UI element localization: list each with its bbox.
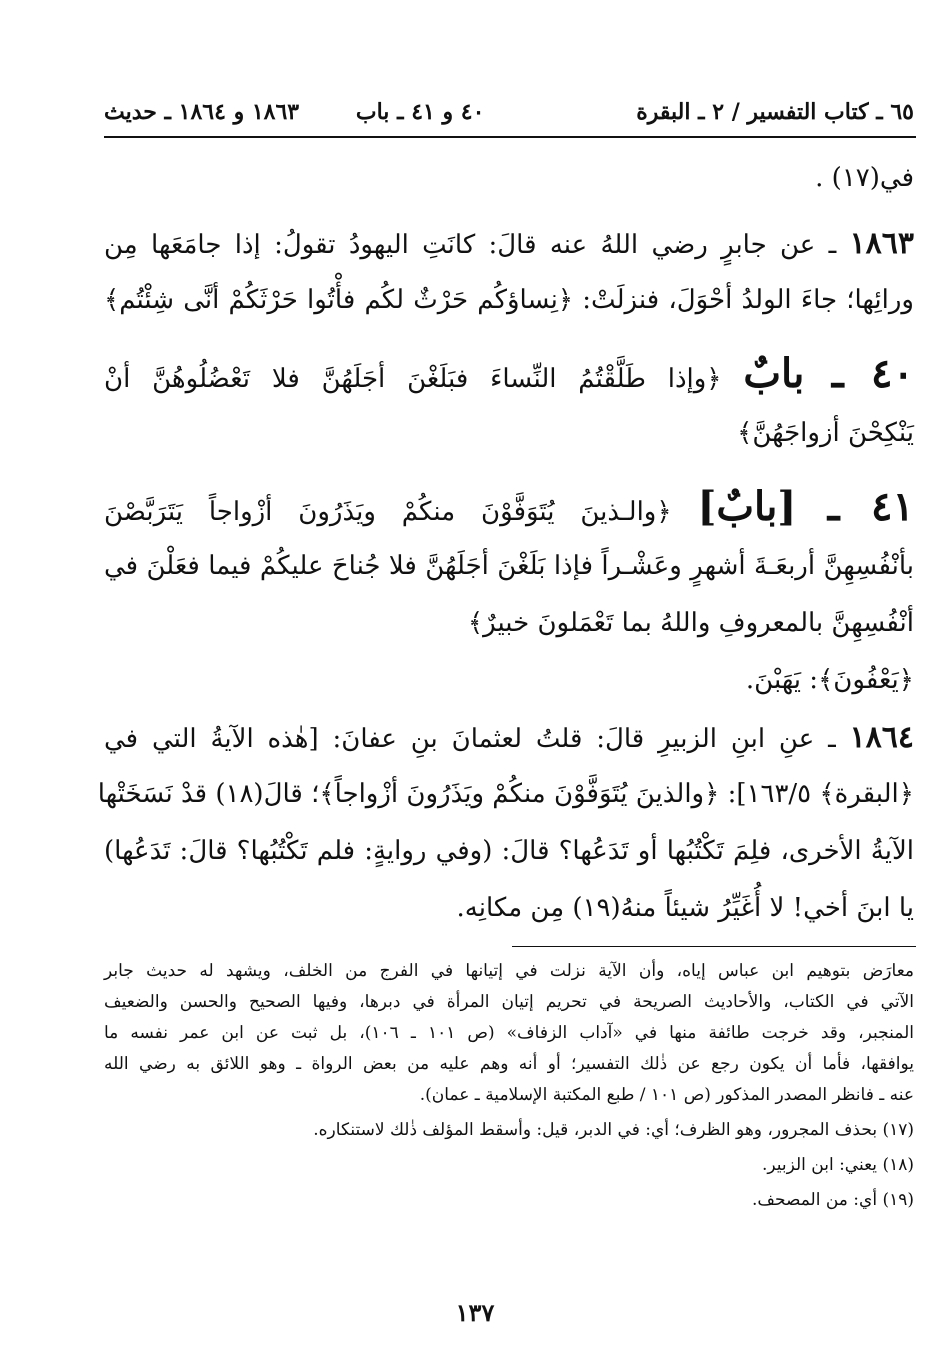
footnote-line: عنه ـ فانظر المصدر المذكور (ص ١٠١ / طبع المكتبة الإسلامية ـ عمان). [419,1085,914,1105]
footnote-divider [512,946,916,947]
text-line: ٤١ ـ [بابٌ] ﴿والـذينَ يُتَوَفَّوْنَ منكُمْ ويَذَرُونَ أزْواجاً يَتَرَبَّصْنَ [104,483,914,530]
text-line: في(١٧) . [815,163,914,193]
footnote-17: (١٧) بحذف المجرور، وهو الظرف؛ أي: في الدبر، قيل: وأسقط المؤلف ذٰلك لاستنكاره. [313,1120,914,1140]
header-book-chapter: ٦٥ ـ كتاب التفسير / ٢ ـ البقرة [636,99,914,125]
hadith-1863 [104,215,914,329]
footnote-line: يوافقها، فأما أن يكون رجع عن ذٰلك التفسير؛ أو أنه وهم عليه من بعض الرواة ـ وهو اللائق به رضي الله [104,1054,914,1074]
header-hadith-numbers: ١٨٦٣ و ١٨٦٤ ـ حديث [104,99,300,125]
header-bab: ٤٠ و ٤١ ـ باب [355,99,485,125]
bab-heading: ٤١ ـ [بابٌ] [697,483,914,530]
text-line: ١٨٦٤ ـ عنِ ابنِ الزبيرِ قالَ: قلتُ لعثمانَ بنِ عفانَ: [هٰذه الآيةُ التي في [104,720,914,755]
footnote-19: (١٩) أي: من المصحف. [751,1190,914,1210]
main-text [97,150,914,937]
text-line: ورائِها؛ جاءَ الولدُ أحْوَلَ، فنزلَتْ: ﴿نِساؤكُم حَرْثٌ لكُم فأْتُوا حَرْثَكُمْ أنَّى شِئْتُم﴾ [104,285,914,315]
hadith-number: ١٨٦٣ [849,226,914,261]
text-line: ﴿البقرة﴾ ١٦٣/٥]: ﴿والذينَ يُتَوَفَّوْنَ منكُمْ ويَذَرُونَ أزْواجاً﴾؛ قالَ(١٨) قدْ نَسَخَتْها [97,779,914,809]
footnote-line: معارَض بتوهيم ابن عباس إياه، وأن الآية نزلت في إتيانها في الفرج من الخلف، ويشهد له حديث جابر [104,961,914,981]
footnote-18: (١٨) يعني: ابن الزبير. [761,1155,914,1175]
bab-40 [104,343,914,462]
hadith-1864 [97,709,914,937]
text-line: يا ابنَ أخي! لا أُغَيِّرُ شيئاً منهُ(١٩) مِن مكانِه. [456,893,914,923]
page-number: ١٣٧ [455,1298,495,1327]
bab-41 [104,476,914,709]
header-divider [104,136,916,138]
bab-heading: ٤٠ ـ بابٌ [743,350,914,397]
text-line: ٤٠ ـ بابٌ ﴿وإذا طَلَّقْتُمُ النِّساءَ فبَلَغْنَ أجَلَهُنَّ فلا تَعْضُلُوهُنَّ أنْ [104,350,914,397]
footnotes [104,956,914,1216]
text-line: أنْفُسِهِنَّ بالمعروفِ واللهُ بما تَعْمَلونَ خبيرٌ﴾ [467,608,914,638]
text-line: بأنْفُسِهِنَّ أربعَـةَ أشهرٍ وعَشْـراً فإذا بَلَغْنَ أجَلَهُنَّ فلا جُناحَ عليكُمْ فيما فعَلْنَ في [104,551,914,581]
footnote-line: المنجبر، وقد خرجت طائفة منها في «آداب الزفاف» (ص ١٠١ ـ ١٠٦)، بل ثبت عن ابن عمر نفسه ما [104,1023,914,1043]
text-line: يَنْكِحْنَ أزواجَهُنَّ﴾ [737,418,914,448]
text-line: ﴿يَعْفُونَ﴾: يَهَبْنَ. [745,665,914,695]
hadith-number: ١٨٦٤ [849,720,914,755]
text-line: الآيةُ الأخرى، فلِمَ تَكْتُبُها أو تَدَعُها؟ قالَ: (وفي روايةٍ: فلم تَكْتُبُها؟ قالَ: تَدَعُها) [104,836,914,866]
footnote-line: الآتي في الكتاب، والأحاديث الصريحة في تحريم إتيان المرأة في دبرها، وفيها الصحيح والحسن والضعيف [104,992,914,1012]
text-line: ١٨٦٣ ـ عن جابرٍ رضي اللهُ عنه قالَ: كانَتِ اليهودُ تقولُ: إذا جامَعَها مِن [104,226,914,261]
running-header [104,92,914,132]
